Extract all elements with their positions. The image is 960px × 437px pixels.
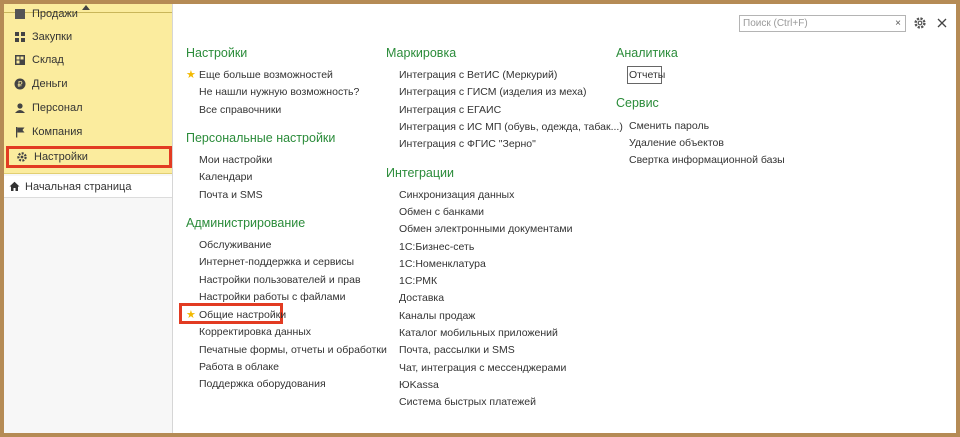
link-rmk[interactable]: 1С:РМК [399, 275, 438, 287]
link-my-settings[interactable]: Мои настройки [199, 154, 273, 166]
link-mobile-apps-catalog[interactable]: Каталог мобильных приложений [399, 327, 558, 339]
section-title-settings: Настройки [186, 46, 248, 60]
link-is-mp[interactable]: Интеграция с ИС МП (обувь, одежда, табак...) [399, 121, 623, 133]
sidebar-item-company[interactable] [4, 121, 172, 143]
link-print-forms[interactable]: Печатные формы, отчеты и обработки [199, 344, 387, 356]
link-mail-mailings-sms[interactable]: Почта, рассылки и SMS [399, 344, 515, 356]
home-icon [7, 181, 21, 192]
link-general-settings[interactable]: Общие настройки [199, 309, 287, 321]
sidebar-item-settings[interactable] [6, 146, 172, 168]
gear-icon [12, 151, 32, 163]
warehouse-icon [10, 54, 30, 66]
link-vetis[interactable]: Интеграция с ВетИС (Меркурий) [399, 69, 558, 81]
link-nomenclature[interactable]: 1С:Номенклатура [399, 258, 486, 270]
link-all-catalogs[interactable]: Все справочники [199, 104, 282, 116]
svg-text:₽: ₽ [17, 80, 23, 89]
search-placeholder: Поиск (Ctrl+F) [743, 18, 808, 29]
sales-icon [10, 8, 30, 20]
sidebar-item-staff[interactable] [4, 97, 172, 119]
home-label: Начальная страница [25, 180, 132, 193]
link-egais[interactable]: Интеграция с ЕГАИС [399, 104, 502, 116]
section-title-analytics: Аналитика [616, 46, 678, 60]
sections-list [4, 4, 172, 174]
link-maintenance[interactable]: Обслуживание [199, 239, 272, 251]
settings-button[interactable] [912, 15, 928, 31]
link-data-correction[interactable]: Корректировка данных [199, 326, 312, 338]
star-icon: ★ [186, 309, 196, 321]
star-icon: ★ [186, 69, 196, 81]
link-delete-objects[interactable]: Удаление объектов [629, 137, 724, 149]
close-icon [937, 18, 947, 28]
link-cloud-work[interactable]: Работа в облаке [199, 361, 279, 373]
clear-icon: × [895, 18, 901, 29]
sidebar-item-label: Продажи [32, 8, 78, 20]
section-title-personal-settings: Персональные настройки [186, 131, 336, 145]
link-equipment-support[interactable]: Поддержка оборудования [199, 378, 326, 390]
sidebar-item-label: Настройки [34, 151, 88, 163]
link-fgis-zerno[interactable]: Интеграция с ФГИС "Зерно" [399, 138, 536, 150]
link-internet-support[interactable]: Интернет-поддержка и сервисы [199, 256, 355, 268]
sidebar-item-purchases[interactable] [4, 26, 172, 48]
link-chat-messengers[interactable]: Чат, интеграция с мессенджерами [399, 362, 567, 374]
purchases-icon [10, 31, 30, 43]
sidebar-item-home[interactable] [4, 176, 172, 198]
link-reports[interactable]: Отчеты [629, 69, 666, 81]
link-change-password[interactable]: Сменить пароль [629, 120, 710, 132]
link-fast-payments[interactable]: Система быстрых платежей [399, 396, 536, 408]
link-yookassa[interactable]: ЮKassa [399, 379, 439, 391]
sidebar-item-sales[interactable] [4, 4, 172, 25]
search-input[interactable] [739, 15, 892, 32]
search-clear-button[interactable] [891, 15, 906, 32]
sidebar-item-label: Закупки [32, 31, 73, 43]
link-data-sync[interactable]: Синхронизация данных [399, 189, 515, 201]
section-title-administration: Администрирование [186, 216, 306, 230]
company-flag-icon [10, 126, 30, 138]
link-more-features[interactable]: Еще больше возможностей [199, 69, 333, 81]
sidebar-item-label: Компания [32, 126, 83, 138]
close-button[interactable] [934, 15, 950, 31]
sections-panel [4, 4, 173, 433]
link-infobase-collapse[interactable]: Свертка информационной базы [629, 154, 785, 166]
sidebar-item-money[interactable] [4, 73, 172, 95]
section-title-integrations: Интеграции [386, 166, 455, 180]
link-business-network[interactable]: 1С:Бизнес-сеть [399, 241, 475, 253]
sidebar-item-label: Персонал [32, 102, 83, 114]
staff-icon [10, 102, 30, 114]
link-user-rights-settings[interactable]: Настройки пользователей и прав [199, 274, 361, 286]
link-not-found-feature[interactable]: Не нашли нужную возможность? [199, 86, 360, 98]
sidebar-item-label: Деньги [32, 78, 68, 90]
link-sales-channels[interactable]: Каналы продаж [399, 310, 476, 322]
section-title-marking: Маркировка [386, 46, 457, 60]
link-edi[interactable]: Обмен электронными документами [399, 223, 573, 235]
link-delivery[interactable]: Доставка [399, 292, 445, 304]
link-gism[interactable]: Интеграция с ГИСМ (изделия из меха) [399, 86, 587, 98]
link-calendars[interactable]: Календари [199, 171, 253, 183]
money-icon [10, 78, 30, 90]
section-title-service: Сервис [616, 96, 659, 110]
link-mail-sms[interactable]: Почта и SMS [199, 189, 263, 201]
gear-icon [913, 16, 927, 30]
link-file-settings[interactable]: Настройки работы с файлами [199, 291, 346, 303]
sidebar-item-warehouse[interactable] [4, 49, 172, 71]
link-bank-exchange[interactable]: Обмен с банками [399, 206, 485, 218]
sidebar-item-label: Склад [32, 54, 64, 66]
window [4, 4, 956, 433]
